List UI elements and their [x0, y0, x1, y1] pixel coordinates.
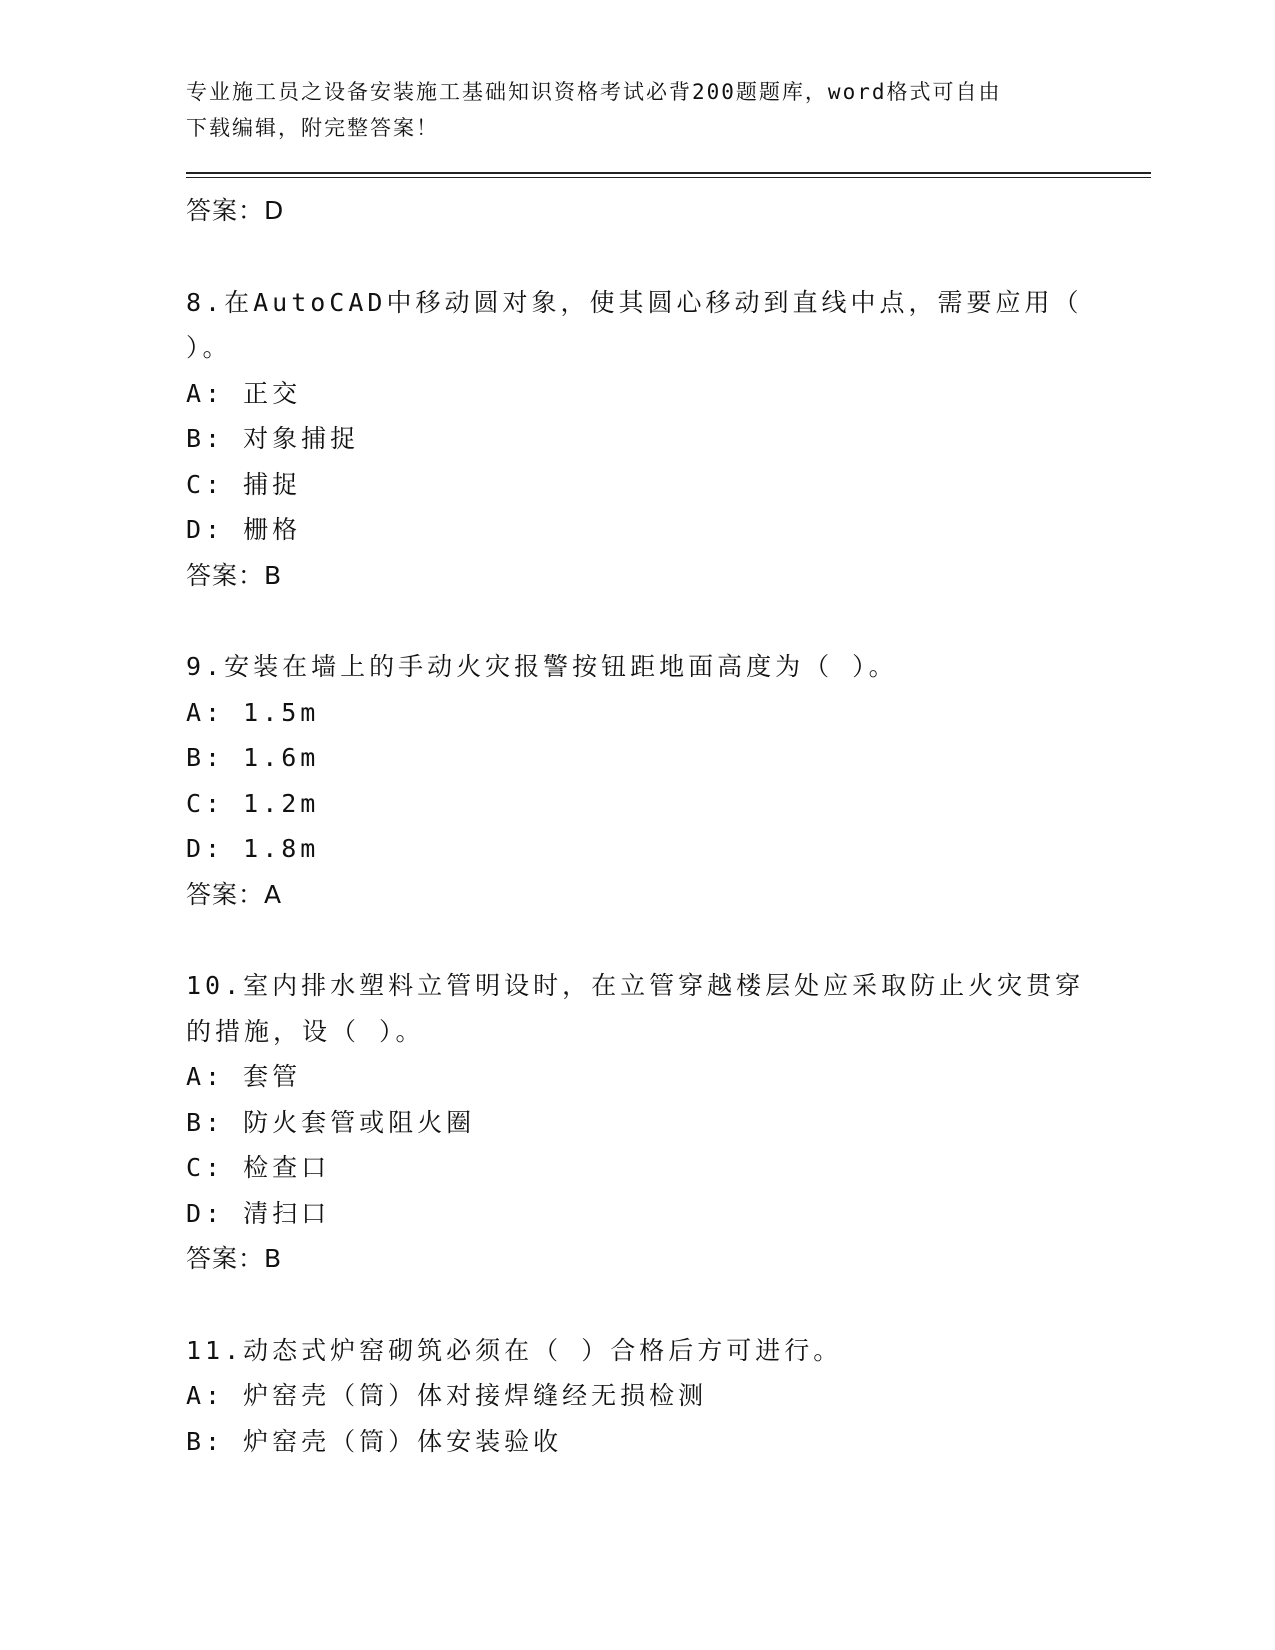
- header-rule-thin: [186, 177, 1151, 178]
- question-9: [186, 644, 1151, 917]
- option-b: B: 对象捕捉: [186, 424, 360, 453]
- question-stem: 11.动态式炉窑砌筑必须在（ ）合格后方可进行。: [186, 1335, 843, 1365]
- answer: 答案：B: [186, 1244, 283, 1273]
- option-a: A: 正交: [186, 378, 302, 408]
- question-stem: 10.室内排水塑料立管明设时，在立管穿越楼层处应采取防止火灾贯穿: [186, 971, 1085, 1000]
- option-a: A: 1.5m: [186, 697, 320, 727]
- option-c: C: 检查口: [186, 1153, 331, 1182]
- option-d: D: 清扫口: [186, 1198, 331, 1228]
- question-10: [186, 963, 1151, 1282]
- document-header: [186, 74, 1151, 146]
- option-b: B: 1.6m: [186, 743, 320, 772]
- question-8: [186, 280, 1151, 599]
- answer: 答案：B: [186, 560, 283, 590]
- answer: 答案：A: [186, 879, 283, 909]
- option-c: C: 1.2m: [186, 788, 320, 818]
- question-stem: 9.安装在墙上的手动火灾报警按钮距地面高度为（ ）。: [186, 652, 898, 681]
- question-stem-cont: ）。: [186, 333, 232, 362]
- document-page: [186, 0, 1151, 1464]
- header-rule-thick: [186, 172, 1151, 174]
- option-c: C: 捕捉: [186, 469, 302, 499]
- header-line-1: 专业施工员之设备安装施工基础知识资格考试必背200题题库，word格式可自由: [186, 80, 1002, 104]
- question-11: [186, 1328, 1151, 1465]
- header-line-2: 下载编辑，附完整答案！: [186, 116, 439, 140]
- option-d: D: 栅格: [186, 515, 302, 544]
- option-b: B: 炉窑壳（筒）体安装验收: [186, 1426, 563, 1456]
- option-b: B: 防火套管或阻火圈: [186, 1107, 476, 1137]
- option-a: A: 套管: [186, 1062, 302, 1091]
- question-stem: 8.在AutoCAD中移动圆对象，使其圆心移动到直线中点，需要应用（: [186, 287, 1083, 317]
- option-d: D: 1.8m: [186, 834, 320, 863]
- answer-q7: 答案：D: [186, 196, 285, 225]
- question-stem-cont: 的措施，设（ ）。: [186, 1016, 425, 1046]
- option-a: A: 炉窑壳（筒）体对接焊缝经无损检测: [186, 1381, 708, 1410]
